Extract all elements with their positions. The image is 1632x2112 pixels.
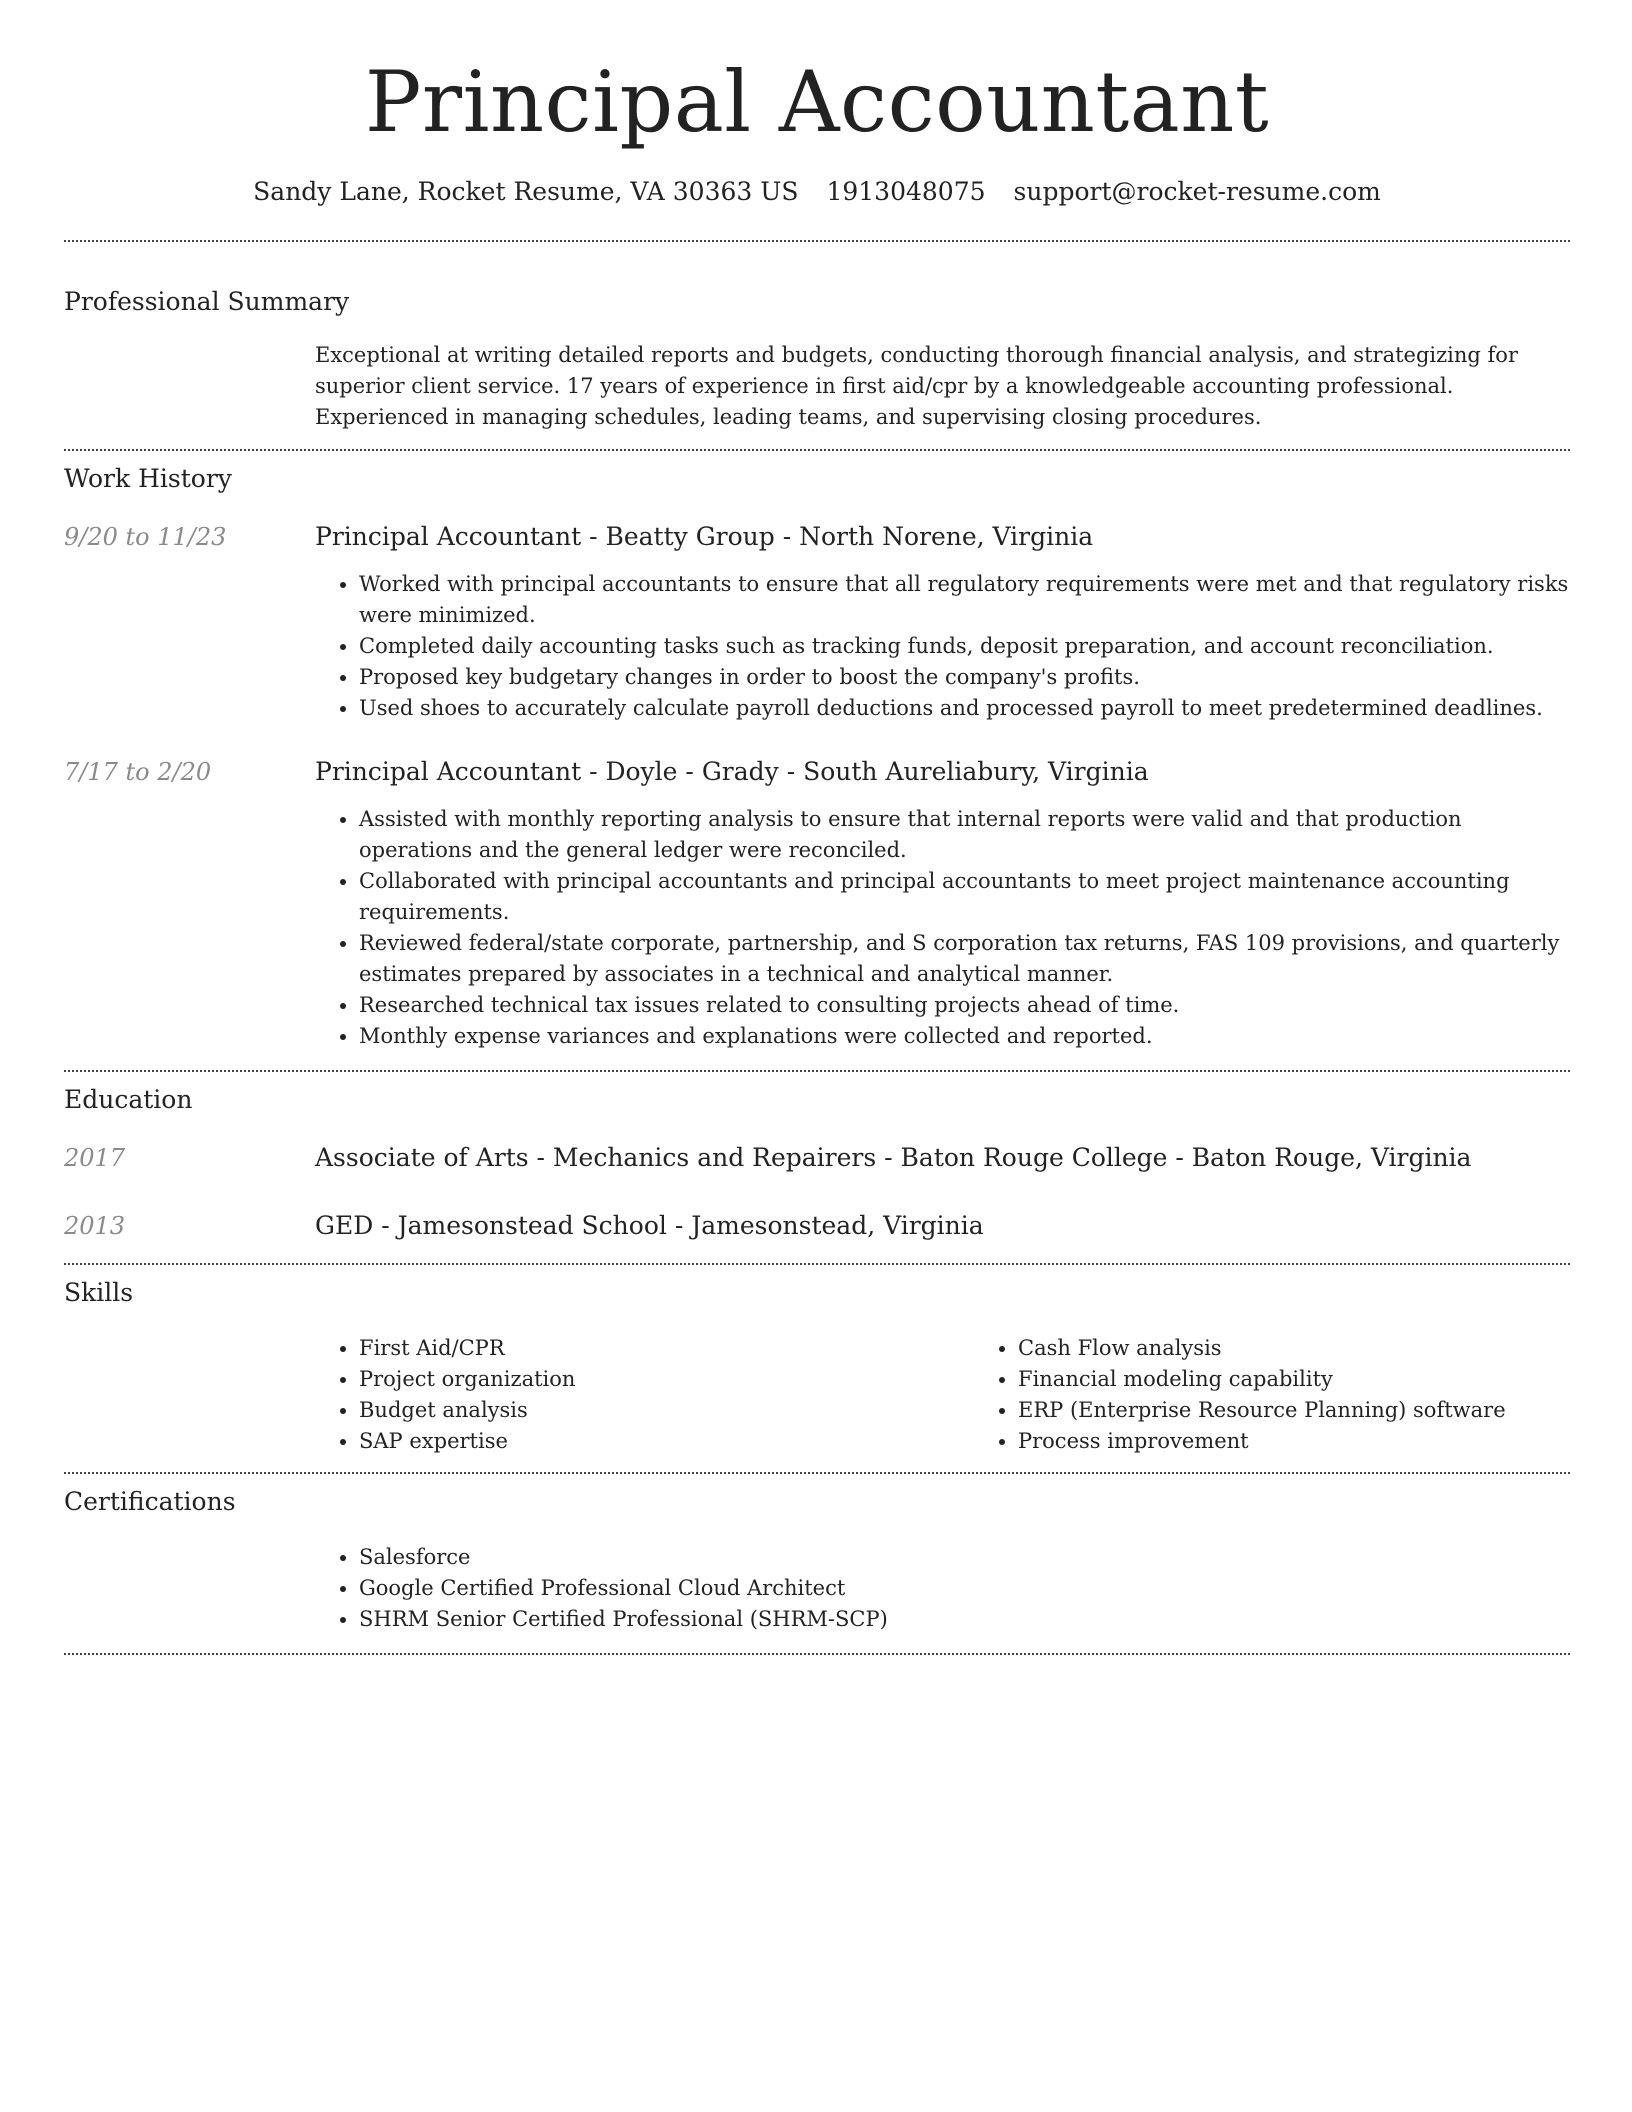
list-item: • Salesforce xyxy=(359,1542,1570,1573)
section-title-summary: Professional Summary xyxy=(64,287,350,316)
skills-list-left xyxy=(315,1333,974,1457)
education-entry xyxy=(64,1210,1570,1242)
certifications-list xyxy=(315,1542,1570,1635)
contact-email: support@rocket-resume.com xyxy=(1013,177,1381,206)
section-title-work: Work History xyxy=(64,464,232,493)
work-section xyxy=(64,451,1570,1052)
job-dates: 9/20 to 11/23 xyxy=(64,523,227,551)
skills-list-right xyxy=(974,1333,1632,1457)
resume-page xyxy=(64,0,1570,1655)
education-entry xyxy=(64,1142,1570,1174)
list-item: • Process improvement xyxy=(1018,1426,1632,1457)
list-item: • Assisted with monthly reporting analysis to ensure that internal reports were valid and that production operations and the general ledger were reconciled. xyxy=(359,804,1570,866)
section-divider xyxy=(64,1653,1570,1655)
contact-line xyxy=(64,176,1570,208)
list-item: • Reviewed federal/state corporate, partnership, and S corporation tax returns, FAS 109 provisions, and quarterly estimates prepared by associates in a technical and analytical manner. xyxy=(359,928,1570,990)
list-item: • SHRM Senior Certified Professional (SHRM-SCP) xyxy=(359,1604,1570,1635)
summary-section xyxy=(64,242,1570,433)
list-item: • Researched technical tax issues related to consulting projects ahead of time. xyxy=(359,990,1570,1021)
list-item: • Financial modeling capability xyxy=(1018,1364,1632,1395)
list-item: • First Aid/CPR xyxy=(359,1333,974,1364)
summary-text: Exceptional at writing detailed reports and budgets, conducting thorough financial analysis, and strategizing for superior client service. 17 years of experience in first aid/cpr by a knowledgeable accounting professional. Experienced in managing schedules, leading teams, and supervising closing procedures. xyxy=(315,343,1518,429)
list-item: • Worked with principal accountants to ensure that all regulatory requirements were met and that regulatory risks were minimized. xyxy=(359,569,1570,631)
list-item: • Monthly expense variances and explanations were collected and reported. xyxy=(359,1021,1570,1052)
list-item: • Google Certified Professional Cloud Architect xyxy=(359,1573,1570,1604)
list-item: • Completed daily accounting tasks such as tracking funds, deposit preparation, and account reconciliation. xyxy=(359,631,1570,662)
education-text: Associate of Arts - Mechanics and Repairers - Baton Rouge College - Baton Rouge, Virginia xyxy=(315,1143,1472,1172)
education-year: 2013 xyxy=(64,1212,126,1240)
list-item: • ERP (Enterprise Resource Planning) software xyxy=(1018,1395,1632,1426)
job-dates: 7/17 to 2/20 xyxy=(64,758,212,786)
list-item: • Proposed key budgetary changes in order to boost the company's profits. xyxy=(359,662,1570,693)
education-text: GED - Jamesonstead School - Jamesonstead, Virginia xyxy=(315,1211,984,1240)
list-item: • Used shoes to accurately calculate payroll deductions and processed payroll to meet predetermined deadlines. xyxy=(359,693,1570,724)
list-item: • SAP expertise xyxy=(359,1426,974,1457)
list-item: • Budget analysis xyxy=(359,1395,974,1426)
resume-name: Principal Accountant xyxy=(364,53,1270,151)
job-bullets xyxy=(315,569,1570,724)
education-section xyxy=(64,1072,1570,1242)
contact-address: Sandy Lane, Rocket Resume, VA 30363 US xyxy=(253,177,799,206)
list-item: • Collaborated with principal accountants and principal accountants to meet project maintenance accounting requirements. xyxy=(359,866,1570,928)
education-year: 2017 xyxy=(64,1144,126,1172)
job-title: Principal Accountant - Beatty Group - North Norene, Virginia xyxy=(315,522,1094,551)
section-title-skills: Skills xyxy=(64,1278,134,1307)
contact-phone: 1913048075 xyxy=(826,177,986,206)
section-title-education: Education xyxy=(64,1085,193,1114)
job-entry xyxy=(64,521,1570,724)
resume-header xyxy=(64,0,1570,208)
job-entry xyxy=(64,756,1570,1052)
list-item: • Cash Flow analysis xyxy=(1018,1333,1632,1364)
certifications-section xyxy=(64,1474,1570,1635)
list-item: • Project organization xyxy=(359,1364,974,1395)
skills-section xyxy=(64,1265,1570,1457)
section-title-certifications: Certifications xyxy=(64,1487,236,1516)
job-title: Principal Accountant - Doyle - Grady - South Aureliabury, Virginia xyxy=(315,757,1149,786)
job-bullets xyxy=(315,804,1570,1052)
